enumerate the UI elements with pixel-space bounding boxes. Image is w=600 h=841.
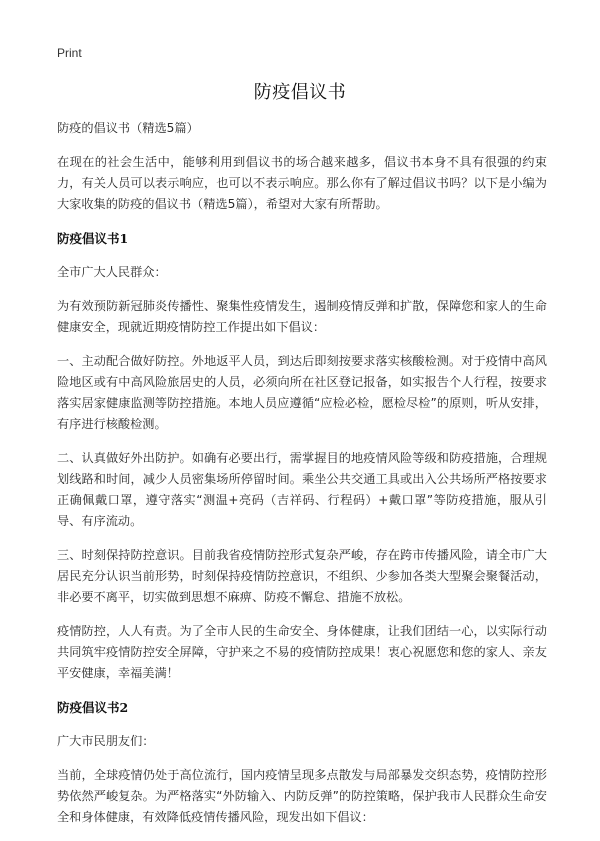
section1-paragraph: 疫情防控，人人有责。为了全市人民的生命安全、身体健康，让我们团结一心，以实际行动共同筑牢疫情防控安全屏障，守护来之不易的疫情防控成果！衷心祝愿您和您的家人、亲友平安健康，幸福美满！ <box>57 624 547 680</box>
page-title: 防疫倡议书 <box>253 82 347 103</box>
section1-paragraph: 二、认真做好外出防护。如确有必要出行，需掌握目的地疫情风险等级和防疫措施，合理规划线路和时间，减少人员密集场所停留时间。乘坐公共交通工具或出入公共场所严格按要求正确佩戴口罩，遵守落实“测温+亮码（吉祥码、行程码）+戴口罩”等防疫措施，服从引导、有序流动。 <box>57 451 547 528</box>
lead-paragraph: 在现在的社会生活中，能够利用到倡议书的场合越来越多，倡议书本身不具有很强的约束力，有关人员可以表示响应，也可以不表示响应。那么你有了解过倡议书吗？以下是小编为大家收集的防疫的倡议书（精选5篇），希望对大家有所帮助。 <box>57 155 547 211</box>
salutation-2: 广大市民朋友们： <box>57 734 155 748</box>
section-heading-1: 防疫倡议书1 <box>57 231 129 246</box>
section1-paragraph: 一、主动配合做好防控。外地返平人员，到达后即刻按要求落实核酸检测。对于疫情中高风险地区或有中高风险旅居史的人员，必须向所在社区登记报备，如实报告个人行程，按要求落实居家健康监测等防控措施。本地人员应遵循“应检必检，愿检尽检”的原则，听从安排，有序进行核酸检测。 <box>57 354 547 431</box>
print-link[interactable]: Print <box>57 46 82 60</box>
section1-paragraph: 三、时刻保持防控意识。目前我省疫情防控形式复杂严峻，存在跨市传播风险，请全市广大居民充分认识当前形势，时刻保持疫情防控意识，不组织、少参加各类大型聚会聚餐活动，非必要不离平，切实做到思想不麻痹、防疫不懈怠、措施不放松。 <box>57 548 547 604</box>
section1-paragraph: 为有效预防新冠肺炎传播性、聚集性疫情发生，遏制疫情反弹和扩散，保障您和家人的生命健康安全，现就近期疫情防控工作提出如下倡议： <box>57 299 547 334</box>
section-heading-2: 防疫倡议书2 <box>57 700 129 715</box>
intro-line: 防疫的倡议书（精选5篇） <box>57 121 199 135</box>
salutation-1: 全市广大人民群众： <box>57 265 167 279</box>
section2-paragraph: 当前，全球疫情仍处于高位流行，国内疫情呈现多点散发与局部暴发交织态势，疫情防控形势依然严峻复杂。为严格落实“外防输入、内防反弹”的防控策略，保护我市人民群众生命安全和身体健康，有效降低疫情传播风险，现发出如下倡议： <box>57 768 547 824</box>
document-body <box>57 118 547 841</box>
